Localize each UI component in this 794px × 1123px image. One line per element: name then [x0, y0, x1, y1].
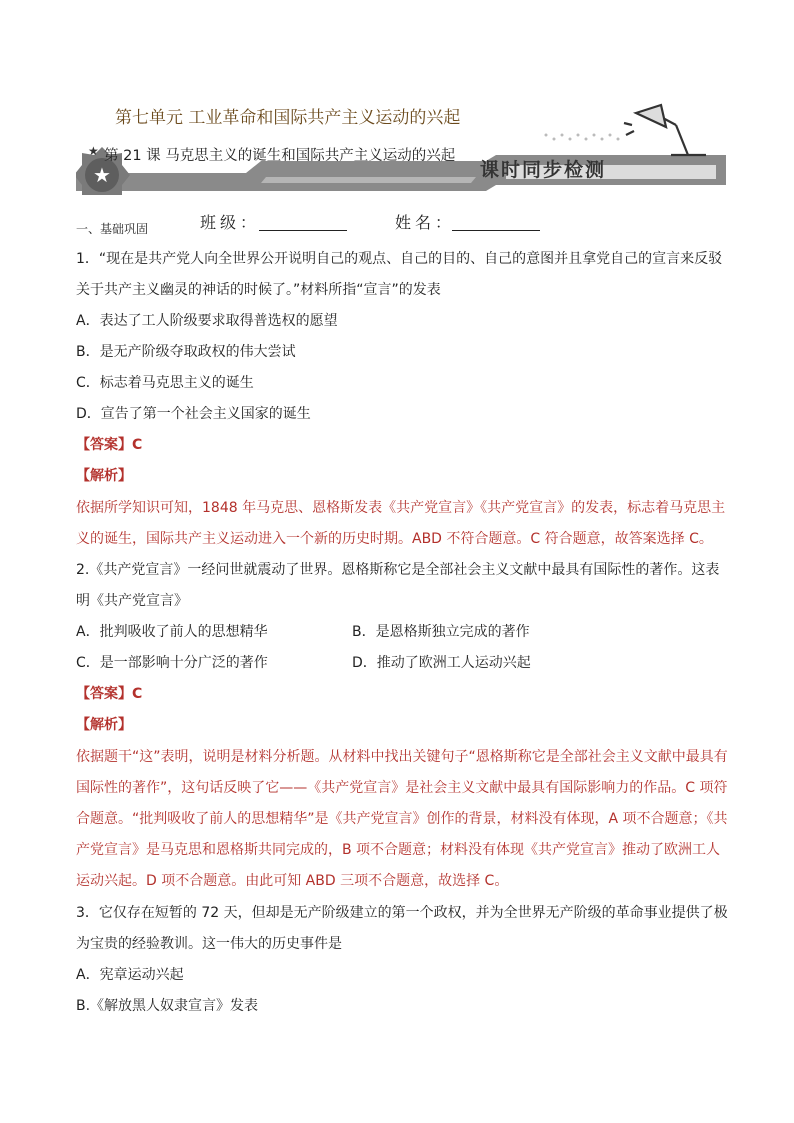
name-input-line[interactable] [452, 230, 540, 231]
q2-explanation-line2: 国际性的著作”，这句话反映了它——《共产党宣言》是社会主义文献中最具有国际影响力的作品。C 项符 [76, 780, 728, 796]
q2-answer: 【答案】C [76, 686, 143, 702]
q2-stem-line2: 明《共产党宣言》 [76, 593, 188, 609]
q3-stem-line1: 3．它仅存在短暂的 72 天，但却是无产阶级建立的第一个政权，并为全世界无产阶级的革命事业提供了极 [76, 905, 728, 921]
name-label: 姓名： [395, 213, 456, 232]
q2-analysis-label: 【解析】 [76, 717, 132, 733]
q2-option-c: C．是一部影响十分广泛的著作 [76, 655, 268, 671]
q2-explanation-line3: 合题意。“批判吸收了前人的思想精华”是《共产党宣言》创作的背景，材料没有体现，A 项不合题意；《共 [76, 811, 728, 827]
q1-explanation-line1: 依据所学知识可知，1848 年马克思、恩格斯发表《共产党宣言》《共产党宣言》的发表，标志着马克思主 [76, 500, 726, 516]
star-bullet-icon: ★ [88, 144, 99, 158]
q1-option-d: D．宣告了第一个社会主义国家的诞生 [76, 406, 311, 422]
q1-option-c: C．标志着马克思主义的诞生 [76, 375, 254, 391]
q1-analysis-label: 【解析】 [76, 468, 132, 484]
q1-option-b: B．是无产阶级夺取政权的伟大尝试 [76, 344, 296, 360]
q2-option-b: B．是恩格斯独立完成的著作 [352, 624, 530, 640]
q3-option-a: A．宪章运动兴起 [76, 967, 184, 983]
q2-option-a: A．批判吸收了前人的思想精华 [76, 624, 268, 640]
q2-explanation-line5: 运动兴起。D 项不合题意。由此可知 ABD 三项不合题意，故选择 C。 [76, 873, 509, 889]
q1-option-a: A．表达了工人阶级要求取得普选权的愿望 [76, 313, 338, 329]
q2-stem-line1: 2.《共产党宣言》一经问世就震动了世界。恩格斯称它是全部社会主义文献中最具有国际性的著作。这表 [76, 562, 720, 578]
class-input-line[interactable] [259, 230, 347, 231]
q1-answer: 【答案】C [76, 437, 143, 453]
q1-stem-line1: 1．“现在是共产党人向全世界公开说明自己的观点、自己的目的、自己的意图并且拿党自己的宣言来反驳 [76, 251, 723, 267]
unit-title: 第七单元 工业革命和国际共产主义运动的兴起 [115, 108, 461, 128]
class-label: 班级： [200, 213, 261, 232]
star-badge-icon: ★ [93, 163, 111, 187]
banner-tag: 课时同步检测 [480, 159, 607, 181]
q1-explanation-line2: 义的诞生，国际共产主义运动进入一个新的历史时期。ABD 不符合题意。C 符合题意，故答案选择 C。 [76, 531, 713, 547]
q2-option-d: D．推动了欧洲工人运动兴起 [352, 655, 531, 671]
q3-option-b: B.《解放黑人奴隶宣言》发表 [76, 998, 259, 1014]
section-label: 一、基础巩固 [76, 222, 149, 236]
q2-explanation-line1: 依据题干“这”表明，说明是材料分析题。从材料中找出关键句子“恩格斯称它是全部社会主义文献中最具有 [76, 749, 728, 765]
q3-stem-line2: 为宝贵的经验教训。这一伟大的历史事件是 [76, 936, 342, 952]
q1-stem-line2: 关于共产主义幽灵的神话的时候了。”材料所指“宣言”的发表 [76, 282, 441, 298]
lesson-title: 第 21 课 马克思主义的诞生和国际共产主义运动的兴起 [104, 148, 456, 164]
q2-explanation-line4: 产党宣言》是马克思和恩格斯共同完成的，B 项不合题意；材料没有体现《共产党宣言》推动了欧洲工人 [76, 842, 721, 858]
